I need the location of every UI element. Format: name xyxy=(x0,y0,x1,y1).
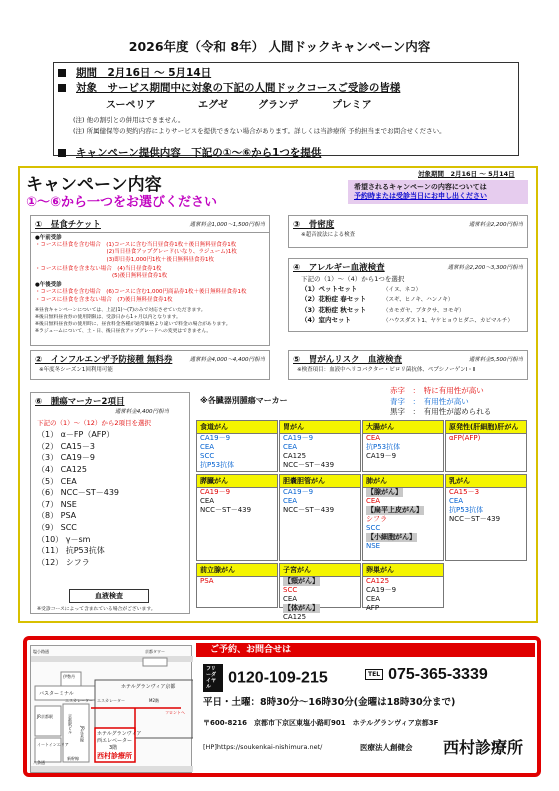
card-lunch-fee: 通常料金1,000～1,500円相当 xyxy=(189,222,265,228)
card-flu-fee: 通常料金4,000～4,400円相当 xyxy=(189,357,265,363)
marker-text: SCC xyxy=(283,586,298,594)
marker-text: CEA xyxy=(366,595,381,603)
offer-text: キャンペーン提供内容 下記の①～⑥から1つを提供 xyxy=(76,147,322,159)
marker-text: CA125 xyxy=(283,613,307,621)
marker-item xyxy=(280,443,360,452)
marker-text: CEA xyxy=(366,497,381,505)
card-allergy xyxy=(288,258,528,332)
marker-text: CA15－3 xyxy=(449,488,480,496)
marker-item xyxy=(280,497,360,506)
legend-black: 黒字 ： 有用性が認められる xyxy=(390,407,492,416)
card-bone-note: ※超音波法による検査 xyxy=(301,232,356,238)
card-stomach-note: ※検査項目：血液中ヘリコバクター・ピロリ菌抗体、ペプシノーゲンⅠ・Ⅱ xyxy=(297,367,476,373)
map-label: イートインエリア xyxy=(37,742,69,747)
marker-item xyxy=(363,595,443,604)
marker-item xyxy=(197,443,277,452)
marker-item xyxy=(363,604,443,613)
allergy-desc: （スギ、ヒノキ、ハンノキ） xyxy=(383,297,454,303)
marker-item xyxy=(363,533,443,542)
map-label: エスカレーター xyxy=(65,698,93,703)
marker-text: CA125 xyxy=(366,577,390,585)
marker-text: CA19－9 xyxy=(366,586,397,594)
marker-cell xyxy=(196,474,278,561)
course-premier: プレミア xyxy=(332,100,372,111)
marker-item xyxy=(197,497,277,506)
marker-organ: 食道がん xyxy=(197,421,277,434)
card-flu-header xyxy=(31,351,269,367)
lunch-line: ※ラジュームについて、土・日、後日昼食アップグレードへの変更はできません。 xyxy=(35,329,212,335)
marker-text: CEA xyxy=(283,595,298,603)
marker-item xyxy=(280,586,360,595)
marker-item xyxy=(363,497,443,506)
marker-text: NCC－ST－439 xyxy=(200,506,252,514)
campaign-title: キャンペーン内容 xyxy=(26,175,162,195)
map-label: 新幹線 xyxy=(67,756,79,761)
map-label: 京都タワー xyxy=(145,649,165,654)
marker-organ: 卵巣がん xyxy=(363,564,443,577)
card-bone-header xyxy=(289,216,527,232)
tumor-item: （10） γ－sm xyxy=(37,534,91,544)
marker-text: 抗P53抗体 xyxy=(366,443,401,451)
marker-text: CEA xyxy=(283,497,298,505)
markers-legend xyxy=(390,386,491,418)
lunch-line: ・コースに昼食を含まない場合 (7)後日無料昼食券1枚 xyxy=(35,296,173,303)
marker-text: CEA xyxy=(449,497,464,505)
map-label: 西エレベーター xyxy=(97,738,133,744)
map-label: ホテルグランヴィア xyxy=(97,731,142,737)
marker-text: NSE xyxy=(366,542,381,550)
card-tumor-title: ⑥ 腫瘍マーカー2項目 xyxy=(35,397,125,407)
marker-text: SCC xyxy=(200,452,215,460)
card-lunch-header xyxy=(31,216,269,233)
marker-cell xyxy=(362,420,444,472)
period-text: 期間 2月16日 ～ 5月14日 xyxy=(76,67,212,79)
map-label: ホテルグランヴィア京都 xyxy=(121,684,176,690)
marker-item xyxy=(197,488,277,497)
allergy-list xyxy=(289,275,527,327)
marker-organ: 膵臓がん xyxy=(197,475,277,488)
marker-text: 【小細胞がん】 xyxy=(367,533,416,541)
marker-text: PSA xyxy=(200,577,214,585)
marker-item xyxy=(280,488,360,497)
marker-text: 【体がん】 xyxy=(284,604,319,612)
tumor-item: （3） CA19－9 xyxy=(37,453,95,463)
lunch-line: ・コースに昼食を含む場合 (1)コースに含む当日昼食券1枚＋後日無料昼食券1枚 xyxy=(35,242,237,249)
marker-item xyxy=(363,443,443,452)
marker-text: CEA xyxy=(200,497,215,505)
course-grande: グランデ xyxy=(258,100,298,111)
card-influenza xyxy=(30,350,270,380)
hp-link[interactable]: [HP]https://soukenkai-nishimura.net/ xyxy=(203,743,323,751)
marker-item xyxy=(363,515,443,524)
bullet-square-icon xyxy=(58,69,66,77)
tumor-sub: 下記の（1）～（12）から2項目を選択 xyxy=(37,419,152,428)
campaign-subtitle: ①～⑥から一つをお選びください xyxy=(26,195,218,210)
note-1: (注) 他の割引との併用はできません。 xyxy=(73,116,185,124)
card-lunch-title: ① 昼食チケット xyxy=(35,220,101,230)
marker-item xyxy=(363,524,443,533)
card-allergy-title: ④ アレルギー血液検査 xyxy=(293,263,385,273)
card-bone-fee: 通常料金2,200円相当 xyxy=(468,222,523,228)
freedial-row xyxy=(203,664,328,692)
blood-test-button[interactable]: 血液検査 xyxy=(69,589,149,603)
bullet-square-icon xyxy=(58,149,66,157)
card-flu-title: ② インフルエンザ予防接種 無料券 xyxy=(35,355,173,365)
note-2: (注) 所属健保等の契約内容によりサービスを提供できない場合があります。詳しくは当診療所 予約担当までお問合せください。 xyxy=(73,127,446,135)
marker-cell xyxy=(445,474,527,561)
allergy-row xyxy=(301,306,515,317)
map-label: M2階 xyxy=(149,698,159,703)
marker-text: 【頸がん】 xyxy=(284,577,319,585)
course-exe: エグゼ xyxy=(198,100,228,111)
allergy-name: （4）室内セット xyxy=(301,316,352,324)
course-superior: スーペリア xyxy=(106,100,156,111)
lunch-line: ●午後受診 xyxy=(35,282,62,289)
marker-organ: 子宮がん xyxy=(280,564,360,577)
marker-item xyxy=(280,604,360,613)
lunch-line: (2)当日昼食アップグレード(いなり、ラジューム)1枚 xyxy=(35,249,237,256)
marker-item xyxy=(280,577,360,586)
allergy-sub: 下記の（1）～（4）から1つを選択 xyxy=(301,275,405,283)
lunch-line: ・コースに昼食を含まない場合 (4)当日昼食券1枚 xyxy=(35,265,162,272)
marker-cell xyxy=(362,474,444,561)
marker-text: CA19－9 xyxy=(366,452,397,460)
marker-item xyxy=(197,452,277,461)
allergy-name: （1）ペットセット xyxy=(301,284,358,293)
marker-item xyxy=(363,542,443,551)
marker-text: シフラ xyxy=(366,515,387,523)
marker-text: AFP xyxy=(366,604,380,612)
marker-text: CA19－9 xyxy=(200,488,231,496)
marker-organ: 胃がん xyxy=(280,421,360,434)
markers-grid xyxy=(196,420,528,621)
bullet-square-icon xyxy=(58,84,66,92)
marker-item xyxy=(280,595,360,604)
marker-text: CEA xyxy=(366,434,381,442)
map-label: 伊勢丹 xyxy=(63,674,75,679)
marker-item xyxy=(363,488,443,497)
allergy-desc: （カモガヤ、ブタクサ、ヨモギ） xyxy=(383,307,465,314)
tumor-item: （2） CA15－3 xyxy=(37,441,95,451)
marker-item xyxy=(446,434,526,443)
allergy-name: （2）花粉症 春セット xyxy=(301,295,367,303)
marker-text: NCC－ST－439 xyxy=(283,506,335,514)
marker-item xyxy=(446,515,526,524)
card-bone-density xyxy=(288,215,528,248)
address: 〒600-8216 京都市下京区東塩小路町901 ホテルグランヴィア京都3F xyxy=(203,719,439,727)
allergy-name: （3）花粉症 秋セット xyxy=(301,305,367,314)
card-stomach-header xyxy=(289,351,527,367)
marker-cell xyxy=(445,420,527,472)
allergy-row xyxy=(301,285,515,296)
marker-item xyxy=(280,452,360,461)
marker-item xyxy=(363,506,443,515)
marker-text: SCC xyxy=(366,524,381,532)
card-stomach-fee: 通常料金5,500円相当 xyxy=(468,357,523,363)
map-label: 京都駅ビル xyxy=(68,714,73,734)
allergy-row xyxy=(301,316,515,327)
target-text: 対象 サービス期間中に対象の下記の人間ドックコースご受診の皆様 xyxy=(76,82,401,94)
marker-cell xyxy=(196,420,278,472)
card-stomach-risk xyxy=(288,350,528,380)
page-title: 2026年度（令和 8年） 人間ドックキャンペーン内容 xyxy=(128,39,431,54)
notice-line-2: 予約時または受診当日にお申し出ください xyxy=(354,192,487,200)
marker-text: 抗P53抗体 xyxy=(200,461,235,469)
lunch-line: ・コースに昼食を含む場合 (6)コースに含む1,000円商品券1枚＋後日無料昼食券1枚 xyxy=(35,289,247,296)
marker-item xyxy=(197,577,277,586)
card-lunch-ticket xyxy=(30,215,270,346)
marker-text: CA19－9 xyxy=(283,434,314,442)
map-label: エスカレーター xyxy=(97,698,125,703)
marker-organ: 大腸がん xyxy=(363,421,443,434)
marker-item xyxy=(197,461,277,470)
tel-number[interactable]: 075-365-3339 xyxy=(388,666,488,683)
marker-text: NCC－ST－439 xyxy=(283,461,335,469)
lunch-line: ※昼食キャンペーンについては、上記(1)～(7)のみで対応させていただきます。 xyxy=(35,307,206,313)
access-map xyxy=(30,645,192,773)
map-label: フロントへ xyxy=(165,710,185,715)
card-allergy-header xyxy=(289,259,527,275)
map-label: 八条通 xyxy=(33,760,45,765)
target-period: 対象期間 2月16日 ～ 5月14日 xyxy=(418,170,515,178)
marker-text: αFP(AFP) xyxy=(449,434,481,442)
marker-text: 抗P53抗体 xyxy=(449,506,484,514)
card-bone-title: ③ 骨密度 xyxy=(293,220,335,230)
marker-item xyxy=(363,577,443,586)
opening-hours: 平日・土曜：8時30分～16時30分(金曜は18時30分まで) xyxy=(203,697,456,708)
org-name: 医療法人創健会 xyxy=(360,743,413,752)
freedial-number[interactable]: 0120-109-215 xyxy=(228,669,328,687)
map-label: バスターミナル xyxy=(39,691,74,697)
card-lunch-body xyxy=(31,233,269,338)
card-tumor-header xyxy=(31,393,189,409)
marker-item xyxy=(197,506,277,515)
allergy-row xyxy=(301,295,515,306)
marker-text: 【扁平上皮がん】 xyxy=(367,506,423,514)
marker-cell xyxy=(279,420,361,472)
marker-text: CEA xyxy=(200,443,215,451)
marker-cell xyxy=(196,563,278,608)
marker-organ: 原発性(肝細胞)肝がん xyxy=(446,421,526,434)
marker-cell xyxy=(279,474,361,561)
tumor-note: ※受診コースによって含まれている場合がございます。 xyxy=(37,607,156,612)
tumor-item: （11） 抗P53抗体 xyxy=(37,546,105,556)
marker-text: CEA xyxy=(283,443,298,451)
freedial-icon: フリーダイヤル xyxy=(203,664,223,692)
lunch-line: ※後日無料昼食券の使用期限は、受診日から1ヶ月以内となります。 xyxy=(35,315,181,321)
clinic-name: 西村診療所 xyxy=(443,738,524,757)
marker-item xyxy=(446,506,526,515)
lunch-line: (5)後日無料昼食券1枚 xyxy=(35,273,168,280)
tumor-item: （1） α－FP（AFP） xyxy=(37,430,115,440)
card-allergy-fee: 通常料金2,200～3,300円相当 xyxy=(447,265,523,271)
marker-item xyxy=(280,434,360,443)
marker-item xyxy=(363,452,443,461)
marker-item xyxy=(446,497,526,506)
contact-bar: ご予約、お問合せは xyxy=(196,643,535,657)
map-label: JR京都駅 xyxy=(37,714,53,719)
card-flu-note: ※年度冬シーズン1回利用可能 xyxy=(39,367,113,373)
notice-line-1: 希望されるキャンペーンの内容については xyxy=(354,183,487,191)
tumor-item: （12） シフラ xyxy=(37,557,90,567)
allergy-desc: （ハウスダスト1、ヤケヒョウヒダニ、カビマルチ） xyxy=(383,318,514,324)
marker-text: CA125 xyxy=(283,452,307,460)
card-tumor-fee: 通常料金4,400円相当 xyxy=(114,409,169,415)
marker-item xyxy=(446,488,526,497)
marker-item xyxy=(363,434,443,443)
notice-box xyxy=(348,180,528,204)
marker-organ: 胆嚢胆管がん xyxy=(280,475,360,488)
marker-item xyxy=(363,586,443,595)
legend-red: 赤字 ： 特に有用性が高い xyxy=(390,386,484,395)
tel-icon: TEL xyxy=(365,669,383,680)
tumor-item: （9） SCC xyxy=(37,522,77,532)
marker-organ: 肺がん xyxy=(363,475,443,488)
marker-text: CA19－9 xyxy=(283,488,314,496)
period-line xyxy=(58,65,211,80)
lunch-line: ●午前受診 xyxy=(35,235,62,241)
tumor-list xyxy=(31,429,189,568)
marker-item xyxy=(280,613,360,622)
map-label: 塩小路通 xyxy=(33,649,49,654)
card-stomach-title: ⑤ 胃がんリスク 血液検査 xyxy=(293,355,403,365)
offer-line xyxy=(58,145,321,160)
allergy-desc: （イヌ、ネコ） xyxy=(383,286,422,293)
markers-title: ※各臓器別腫瘍マーカー xyxy=(200,396,288,405)
tel-row xyxy=(365,664,488,684)
marker-item xyxy=(197,434,277,443)
lunch-line: ※後日無料昼食券の使用時に、昼食料金各種が通常価格より違いで料金の場合があります。 xyxy=(35,322,231,328)
tumor-item: （7） NSE xyxy=(37,499,77,509)
marker-item xyxy=(280,506,360,515)
lunch-line: (3)即日券1,000円1枚＋後日無料昼食券1枚 xyxy=(35,256,215,263)
card-tumor-markers xyxy=(30,392,190,614)
marker-organ: 前立腺がん xyxy=(197,564,277,577)
marker-text: NCC－ST－439 xyxy=(449,515,501,523)
marker-cell xyxy=(362,563,444,612)
marker-organ: 乳がん xyxy=(446,475,526,488)
marker-item xyxy=(280,461,360,470)
legend-blue: 青字 ： 有用性が高い xyxy=(390,396,469,406)
marker-text: CA19－9 xyxy=(200,434,231,442)
marker-text: 【腺がん】 xyxy=(367,488,402,496)
target-line xyxy=(58,80,400,95)
map-label: JR在来線 xyxy=(80,726,85,742)
map-clinic-label: 西村診療所 xyxy=(97,752,132,760)
marker-cell xyxy=(279,563,361,621)
tumor-item: （8） PSA xyxy=(37,511,77,521)
tumor-item: （4） CA125 xyxy=(37,464,87,474)
tumor-item: （5） CEA xyxy=(37,476,77,486)
map-label: 3階 xyxy=(109,745,118,751)
tumor-item: （6） NCC－ST－439 xyxy=(37,488,120,498)
